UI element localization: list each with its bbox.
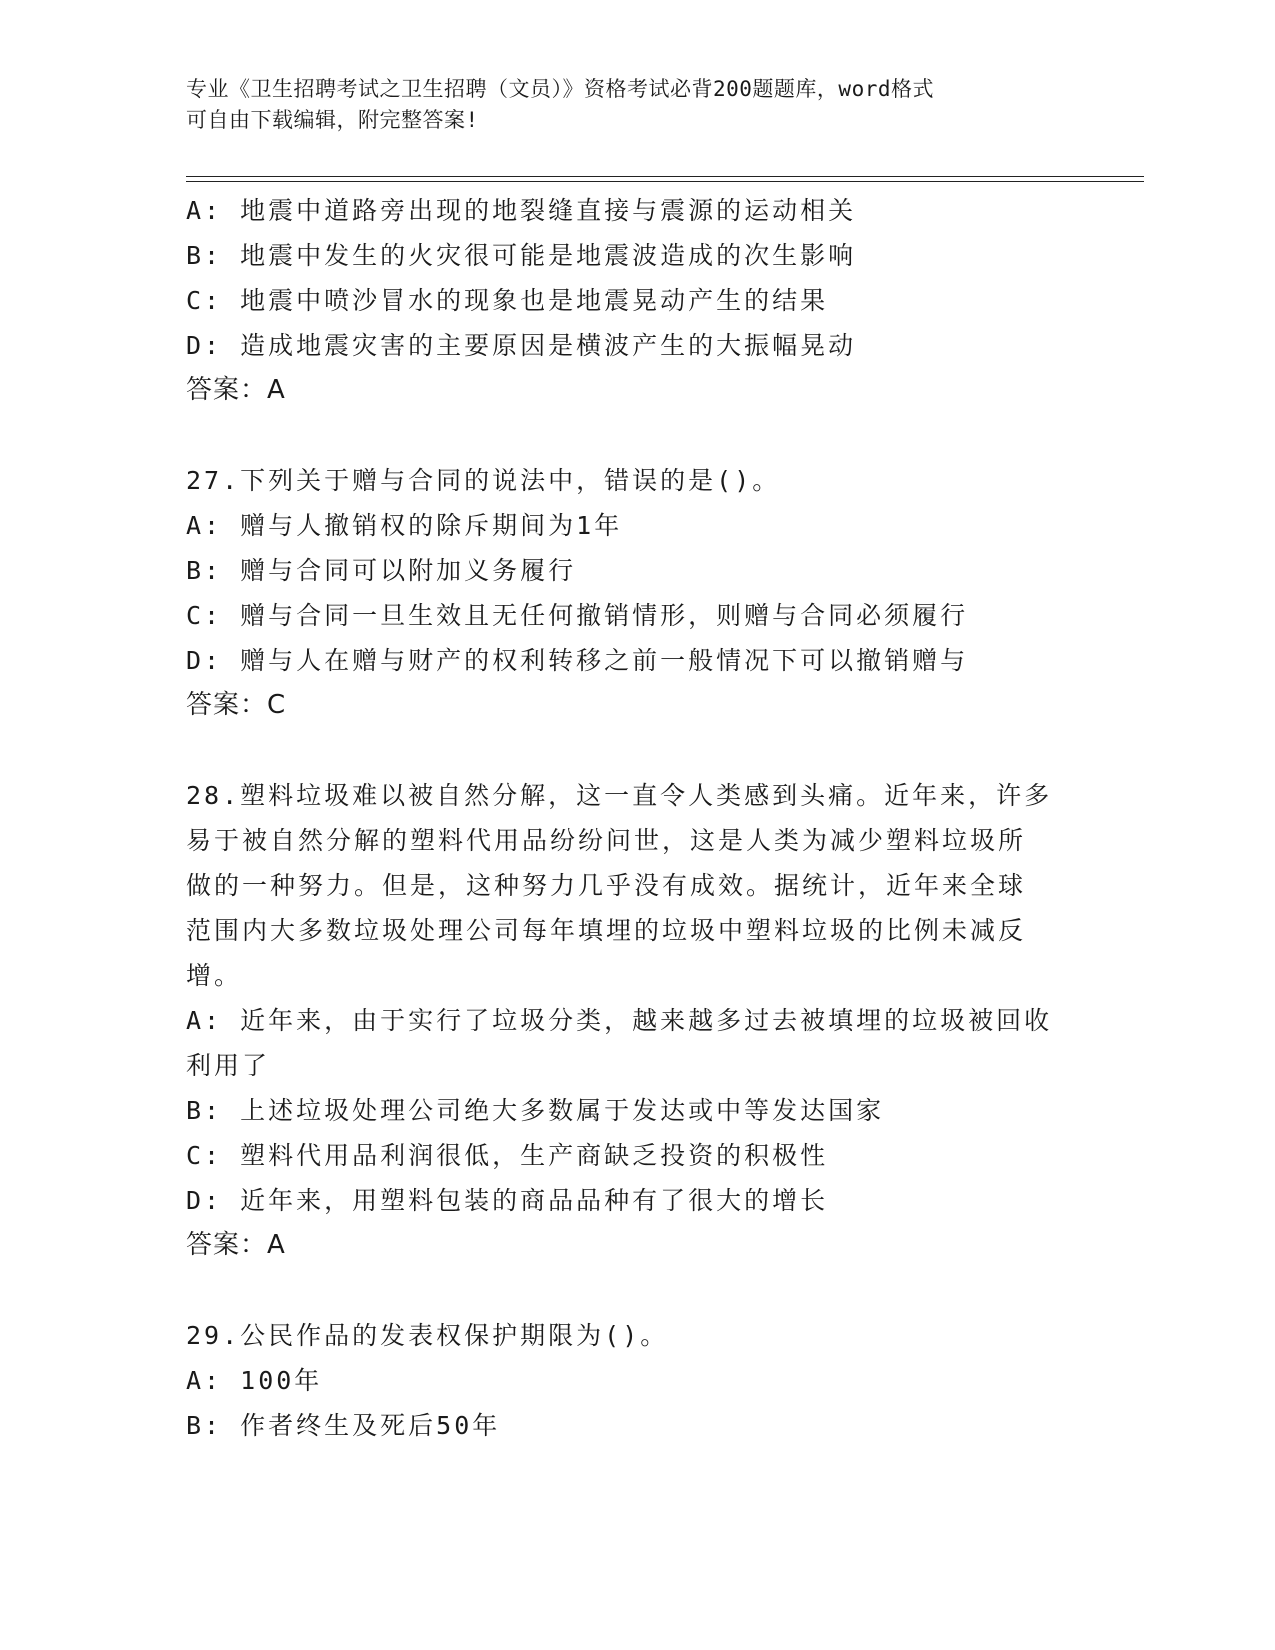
q26-option-a: A: 地震中道路旁出现的地裂缝直接与震源的运动相关 [186,196,857,225]
q27-option-d: D: 赠与人在赠与财产的权利转移之前一般情况下可以撤销赠与 [186,646,969,675]
q28-option-c: C: 塑料代用品利润很低，生产商缺乏投资的积极性 [186,1141,829,1170]
q28-question-line-2: 易于被自然分解的塑料代用品纷纷问世，这是人类为减少塑料垃圾所 [186,826,1027,855]
q28-answer: 答案：A [186,1230,286,1260]
question-26 [186,188,1066,413]
q28-question-line-4: 范围内大多数垃圾处理公司每年填埋的垃圾中塑料垃圾的比例未减反 [186,916,1027,945]
q28-option-b: B: 上述垃圾处理公司绝大多数属于发达或中等发达国家 [186,1096,885,1125]
document-header [186,74,1066,136]
q28-option-a-line-2: 利用了 [186,1051,271,1080]
spacer [186,728,1066,773]
question-29 [186,1313,1066,1448]
header-divider-top [186,176,1144,177]
q27-question: 27.下列关于赠与合同的说法中，错误的是()。 [186,466,781,495]
spacer [186,413,1066,458]
header-line-2: 可自由下载编辑，附完整答案! [186,108,479,132]
q28-question-line-5: 增。 [186,961,243,990]
q29-option-b: B: 作者终生及死后50年 [186,1411,501,1440]
q29-question: 29.公民作品的发表权保护期限为()。 [186,1321,669,1350]
q27-option-b: B: 赠与合同可以附加义务履行 [186,556,577,585]
q29-option-a: A: 100年 [186,1366,323,1395]
header-divider-bottom [186,181,1144,182]
q26-option-c: C: 地震中喷沙冒水的现象也是地震晃动产生的结果 [186,286,829,315]
q27-option-a: A: 赠与人撤销权的除斥期间为1年 [186,511,623,540]
q26-option-d: D: 造成地震灾害的主要原因是横波产生的大振幅晃动 [186,331,857,360]
q28-question-line-3: 做的一种努力。但是，这种努力几乎没有成效。据统计，近年来全球 [186,871,1027,900]
q26-option-b: B: 地震中发生的火灾很可能是地震波造成的次生影响 [186,241,857,270]
q28-option-d: D: 近年来，用塑料包装的商品品种有了很大的增长 [186,1186,829,1215]
q28-question-line-1: 28.塑料垃圾难以被自然分解，这一直令人类感到头痛。近年来，许多 [186,781,1053,810]
q28-option-a-line-1: A: 近年来，由于实行了垃圾分类，越来越多过去被填埋的垃圾被回收 [186,1006,1053,1035]
q27-answer: 答案：C [186,690,287,720]
question-28 [186,773,1066,1268]
question-content [186,188,1066,1448]
spacer [186,1268,1066,1313]
q26-answer: 答案：A [186,375,286,405]
header-line-1: 专业《卫生招聘考试之卫生招聘（文员）》资格考试必背200题题库，word格式 [186,77,934,101]
q27-option-c: C: 赠与合同一旦生效且无任何撤销情形，则赠与合同必须履行 [186,601,969,630]
question-27 [186,458,1066,728]
